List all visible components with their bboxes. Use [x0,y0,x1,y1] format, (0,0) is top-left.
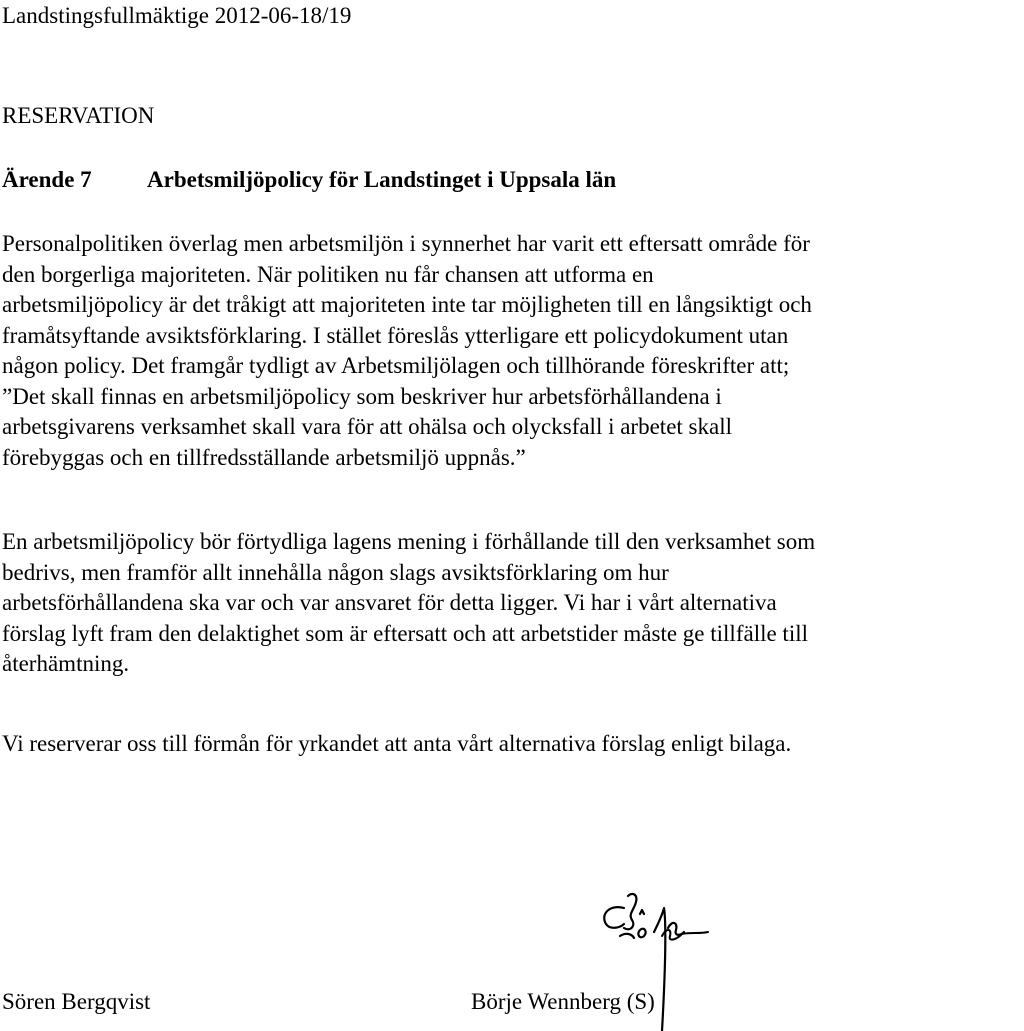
paragraph-2 [2,527,1023,680]
text-line: förebyggas och en tillfredsställande arbetsmiljö uppnås.” [2,444,526,470]
text-line: En arbetsmiljöpolicy bör förtydliga lagens mening i förhållande till den verksamhet som [2,529,816,554]
signatory-name: Sören Bergqvist [2,989,151,1014]
text-line: Vi reserverar oss till förmån för yrkandet att anta vårt alternativa förslag enligt bilaga. [2,731,792,756]
case-heading [2,165,616,195]
document-header: Landstingsfullmäktige 2012-06-18/19 [2,3,352,28]
paragraph-3 [2,729,1023,760]
case-title: Arbetsmiljöpolicy för Landstinget i Uppsala län [147,167,617,192]
text-line: ”Det skall finnas en arbetsmiljöpolicy som beskriver hur arbetsförhållandena i [2,383,722,409]
text-line: arbetsgivarens verksamhet skall vara för att ohälsa och olycksfall i arbetet skall [2,414,732,439]
case-number: Ärende 7 [2,167,92,192]
text-line: bedrivs, men framför allt innehålla någon slags avsiktsförklaring om hur [2,559,669,585]
text-line: Personalpolitiken överlag men arbetsmiljön i synnerhet har varit ett eftersatt område för [2,231,810,256]
text-line: återhämtning. [2,651,130,676]
text-line: arbetsförhållandena ska var och var ansvaret för detta ligger. Vi har i vårt alternativa [2,590,777,615]
signatory-name: Börje Wennberg (S) [471,989,655,1014]
document-title: RESERVATION [2,103,155,128]
paragraph-1 [2,229,1023,473]
text-line: framåtsyftande avsiktsförklaring. I stället föreslås ytterligare ett policydokument utan [2,322,789,348]
text-line: arbetsmiljöpolicy är det tråkigt att majoriteten inte tar möjligheten till en långsiktigt och [2,292,812,317]
text-line: den borgerliga majoriteten. När politiken nu får chansen att utforma en [2,261,654,287]
text-line: någon policy. Det framgår tydligt av Arbetsmiljölagen och tillhörande föreskrifter att; [2,353,790,378]
text-line: förslag lyft fram den delaktighet som är eftersatt och att arbetstider måste ge tillfälle till [2,620,808,646]
signature-block [0,880,1024,1031]
signature-flourish-icon [660,918,710,948]
